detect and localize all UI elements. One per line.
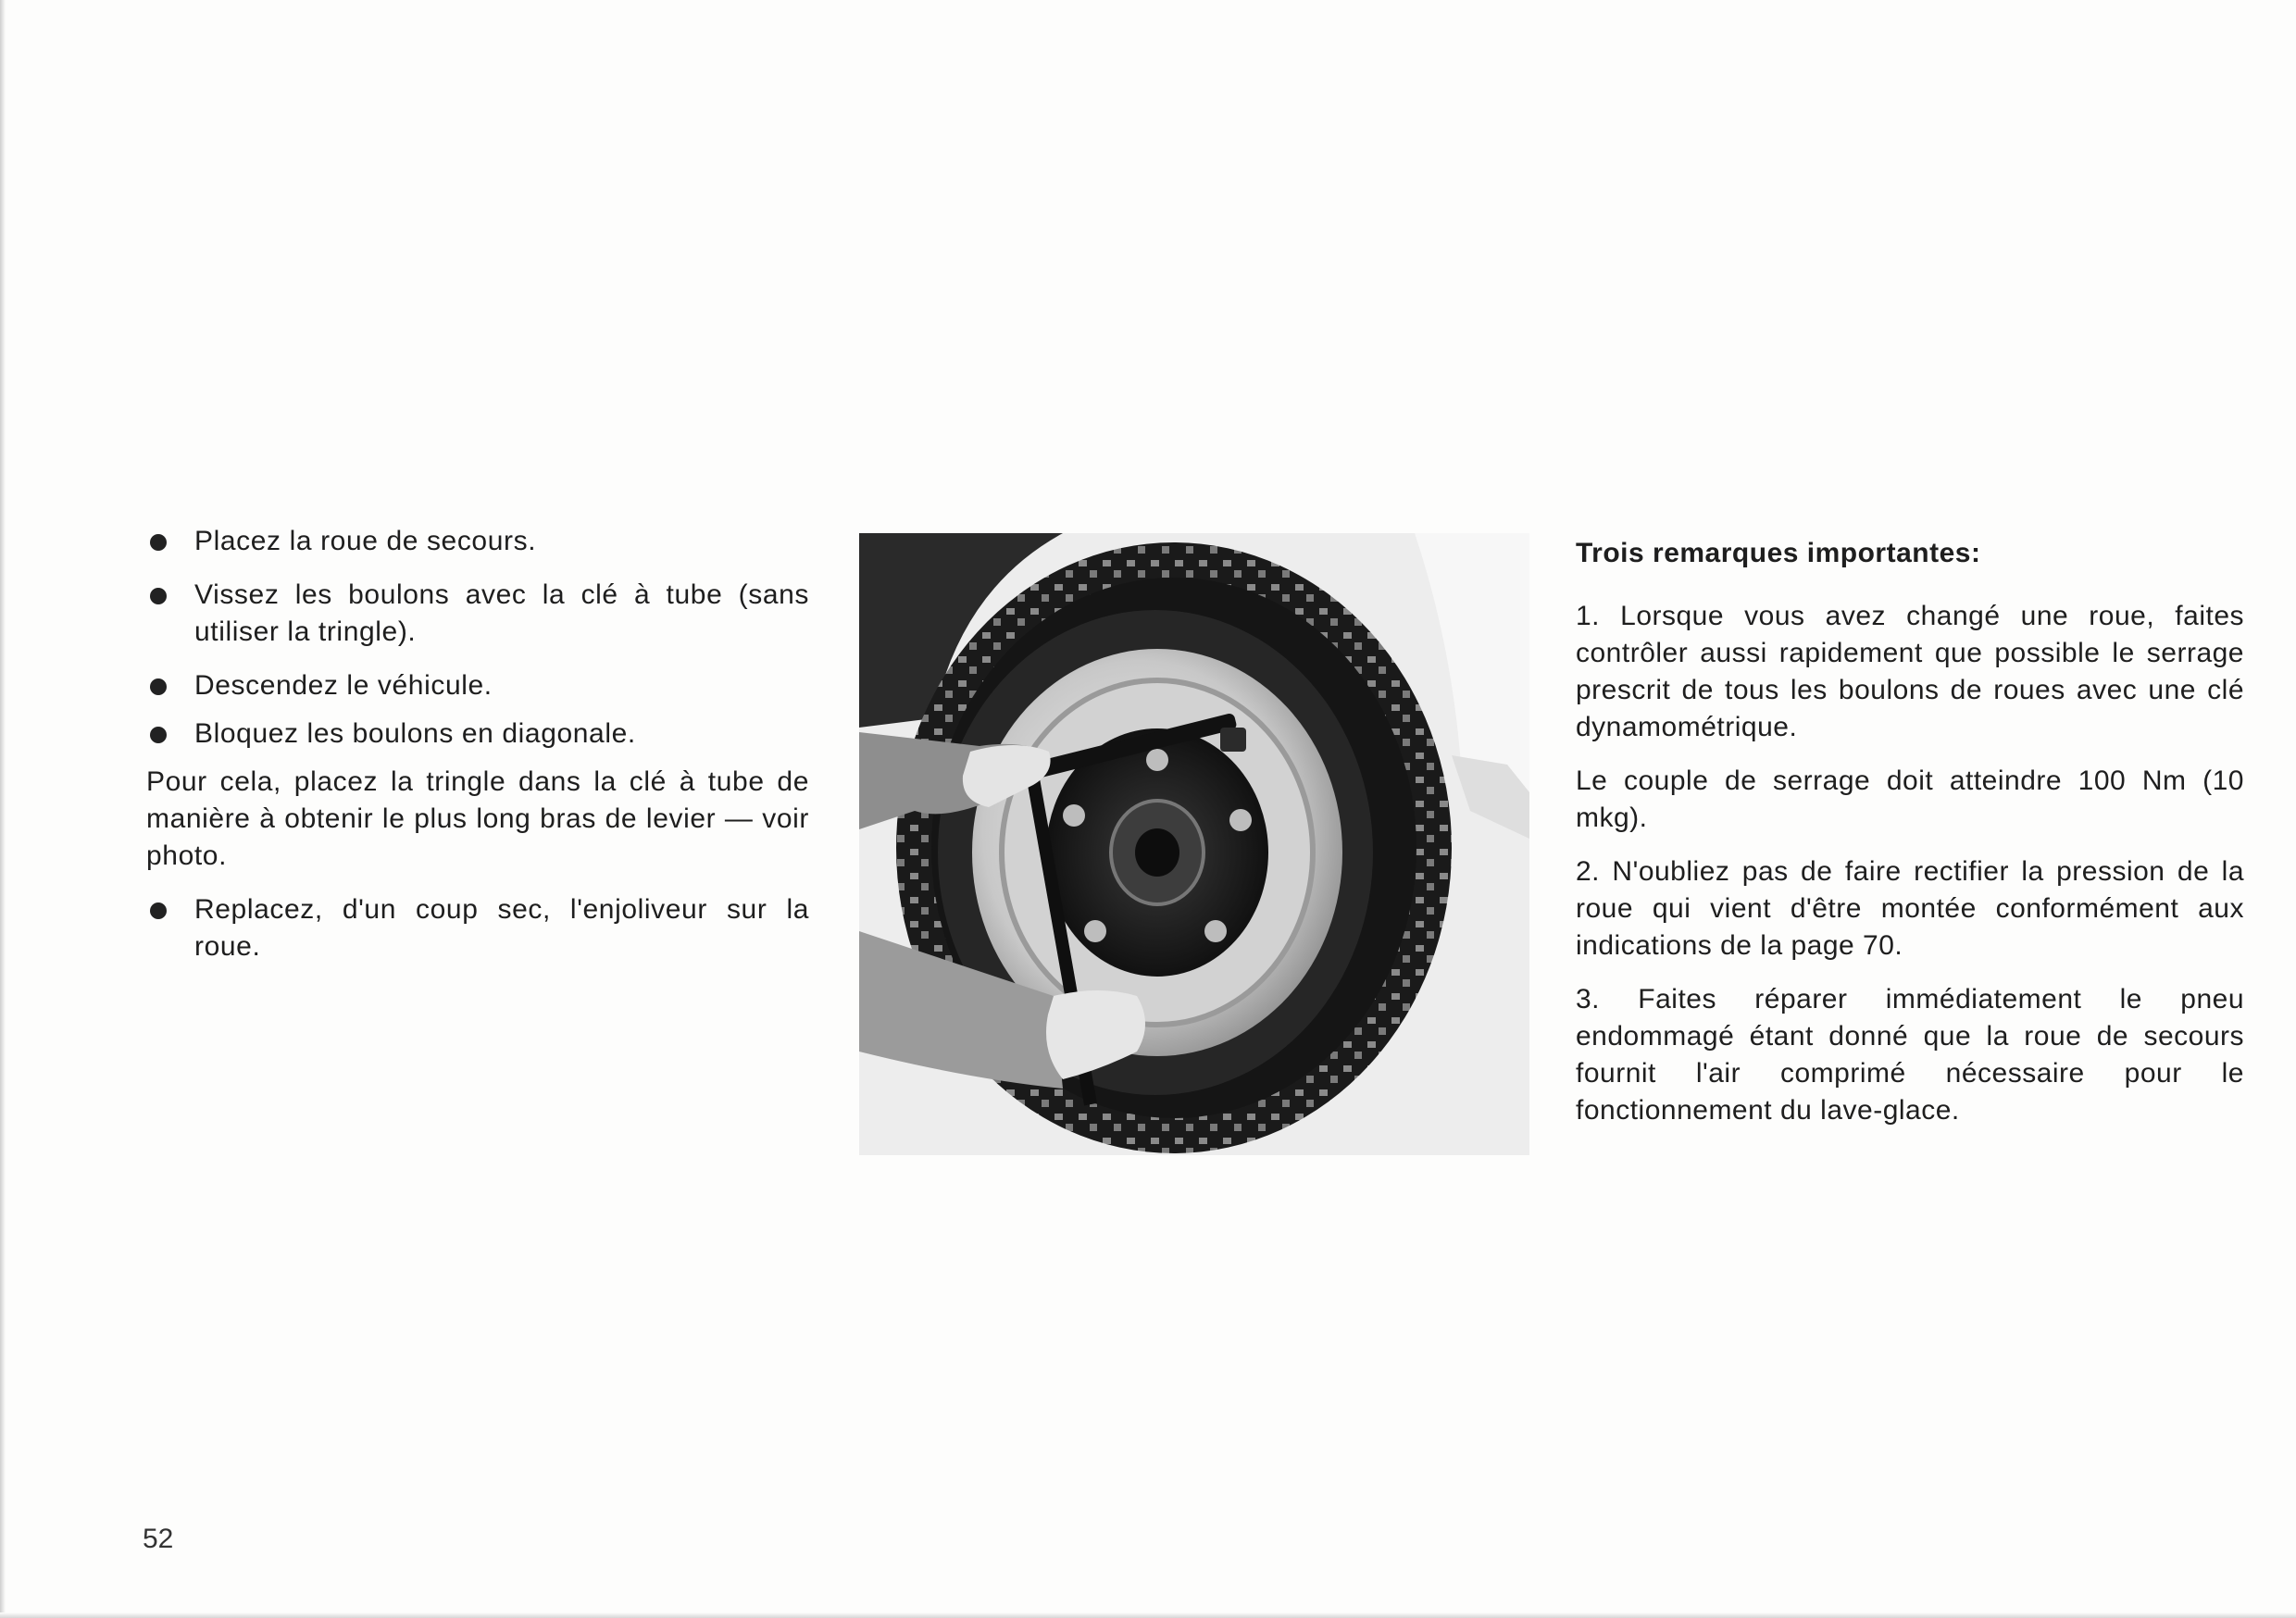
step-text: Descendez le véhicule.	[194, 670, 493, 701]
remark-paragraph: 3. Faites réparer immédiatement le pneu endommagé étant donné que la roue de secours fournit l'air comprimé nécessaire pour le fonctionnement du lave-glace.	[1576, 984, 2244, 1126]
bullet-icon	[150, 678, 167, 695]
remarks-column	[1576, 535, 2244, 1146]
list-item	[146, 523, 809, 560]
steps-list-bottom	[146, 891, 809, 965]
remark-paragraph: 2. N'oubliez pas de faire rectifier la pression de la roue qui vient d'être montée conformément aux indications de la page 70.	[1576, 856, 2244, 961]
bullet-icon	[150, 534, 167, 551]
step-text: Placez la roue de secours.	[194, 526, 537, 556]
list-item	[146, 716, 809, 753]
page-number: 52	[143, 1524, 174, 1554]
remarks-heading: Trois remarques importantes:	[1576, 538, 1981, 568]
remark-paragraph: 1. Lorsque vous avez changé une roue, faites contrôler aussi rapidement que possible le serrage prescrit de tous les boulons de roues avec une clé dynamométrique.	[1576, 601, 2244, 742]
step-text: Vissez les boulons avec la clé à tube (sans utiliser la tringle).	[194, 579, 809, 647]
page-edge-shadow	[0, 0, 6, 1618]
bullet-icon	[150, 588, 167, 604]
step-text: Bloquez les boulons en diagonale.	[194, 718, 636, 749]
list-item	[146, 891, 809, 965]
lever-paragraph: Pour cela, placez la tringle dans la clé à tube de manière à obtenir le plus long bras de levier — voir photo.	[146, 766, 809, 871]
step-text: Replacez, d'un coup sec, l'enjoliveur sur la roue.	[194, 894, 809, 962]
instructions-column	[146, 523, 809, 982]
remark-paragraph: Le couple de serrage doit atteindre 100 Nm (10 mkg).	[1576, 765, 2244, 833]
bullet-icon	[150, 727, 167, 743]
wheel-photo	[859, 533, 1529, 1155]
list-item	[146, 667, 809, 704]
steps-list-top	[146, 523, 809, 753]
list-item	[146, 577, 809, 651]
page-bottom-shadow	[0, 1612, 2296, 1618]
bullet-icon	[150, 902, 167, 919]
wheel-change-illustration	[859, 533, 1529, 1155]
